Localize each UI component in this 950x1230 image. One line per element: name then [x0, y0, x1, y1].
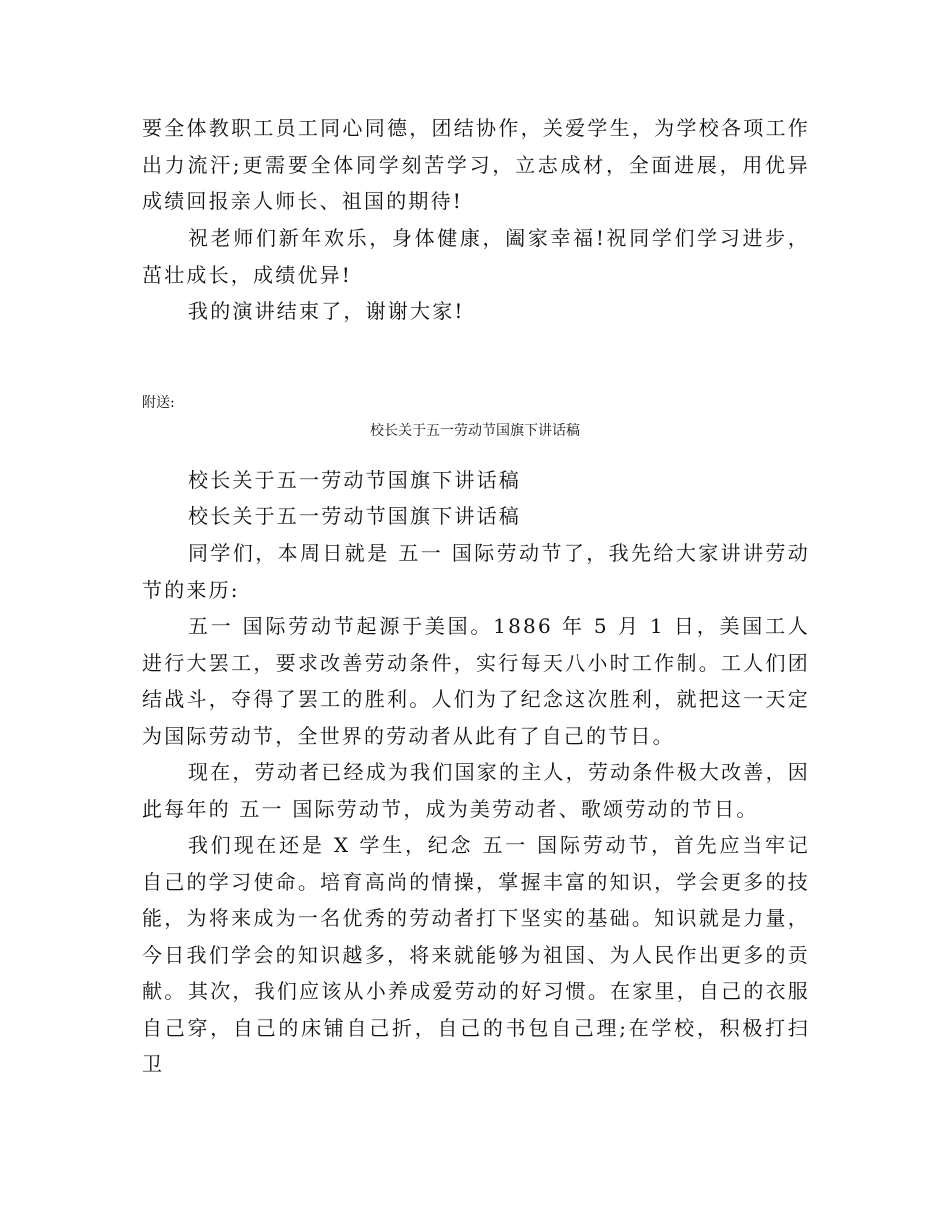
appendix-label: 附送:	[142, 395, 175, 411]
paragraph-workers-today: 现在，劳动者已经成为我们国家的主人，劳动条件极大改善，因此每年的 五一 国际劳动节，成为美劳动者、歌颂劳动的节日。	[142, 760, 810, 821]
paragraph-heading-repeat-1: 校长关于五一劳动节国旗下讲话稿	[188, 468, 521, 492]
appendix-title: 校长关于五一劳动节国旗下讲话稿	[370, 423, 580, 439]
paragraph-greeting: 同学们，本周日就是 五一 国际劳动节了，我先给大家讲讲劳动节的来历:	[142, 541, 810, 602]
paragraph-labor-habits: 其次，我们应该从小养成爱劳动的好习惯。在家里，自己的衣服自己穿，自己的床铺自己折，自己的书包自己理;在学校，积极打扫卫	[142, 979, 810, 1076]
paragraph-heading-repeat-2: 校长关于五一劳动节国旗下讲话稿	[188, 504, 521, 528]
paragraph-new-year-wishes: 祝老师们新年欢乐，身体健康，阖家幸福!祝同学们学习进步，茁壮成长，成绩优异!	[142, 226, 810, 287]
paragraph-closing-wishes-staff: 要全体教职工员工同心同德，团结协作，关爱学生，为学校各项工作出力流汗;更需要全体同学刻苦学习，立志成材，全面进展，用优异成绩回报亲人师长、祖国的期待!	[142, 116, 810, 213]
paragraph-study-mission: 我们现在还是 X 学生，纪念 五一 国际劳动节，首先应当牢记自己的学习使命。培育高尚的情操，掌握丰富的知识，学会更多的技能，为将来成为一名优秀的劳动者打下坚实的基础。知识就是力量，今日我们学会的知识越多，将来就能够为祖国、为人民作出更多的贡献。	[142, 833, 810, 1003]
paragraph-may-day-origin: 五一 国际劳动节起源于美国。1886 年 5 月 1 日，美国工人进行大罢工，要求改善劳动条件，实行每天八小时工作制。工人们团结战斗，夺得了罢工的胜利。人们为了纪念这次胜利，就把这一天定为国际劳动节，全世界的劳动者从此有了自己的节日。	[142, 614, 810, 748]
paragraph-speech-end: 我的演讲结束了，谢谢大家!	[188, 299, 465, 323]
